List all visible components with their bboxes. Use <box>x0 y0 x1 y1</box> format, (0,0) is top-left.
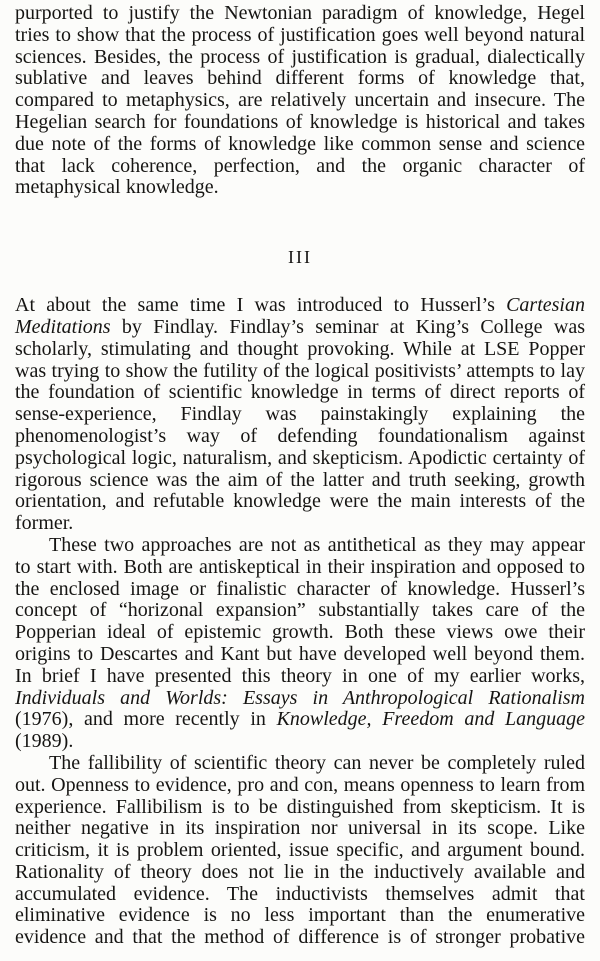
italic-title-run: Individuals and Worlds: Essays in Anthropological Rationalism <box>15 686 585 709</box>
italic-title-run: Cartesian Meditations <box>15 294 585 338</box>
italic-title-run: Knowledge, Freedom and Language <box>276 708 585 731</box>
text-run: At about the same time I was introduced to Husserl’s <box>15 294 507 317</box>
text-run: by Findlay. Findlay’s seminar at King’s College was scholarly, stimulating and thought provoking. While at LSE Popper was trying to show the futility of the logical positivists’ attempts to lay the foundation of scientific knowledge in terms of direct reports of sense-experience, Findlay was painstakingly explaining the phenomenologist’s way of defending foundationalism against psychological logic, naturalism, and skepticism. Apodictic certainty of rigorous science was the aim of the latter and truth seeking, growth orientation, and refutable knowledge were the main interests of the former. <box>15 315 585 535</box>
paragraph-fallibility <box>15 753 585 949</box>
text-run: These two approaches are not as antithetical as they may appear to start with. Both are antiskeptical in their inspiration and opposed to the enclosed image or finalistic character of knowledge. Husserl’s concept of “horizonal expansion” substantially takes care of the Popperian ideal of epistemic growth. Both these views owe their origins to Descartes and Kant but have developed well beyond them. In brief I have presented this theory in one of my earlier works, <box>15 533 585 687</box>
text-run: (1976), and more recently in <box>15 708 277 731</box>
section-heading-roman-numeral: III <box>288 247 312 268</box>
paragraph-hegel-continuation <box>15 3 585 199</box>
paragraph-husserl-findlay <box>15 295 585 535</box>
text-run: The fallibility of scientific theory can never be completely ruled out. Openness to evidence, pro and con, means openness to learn from experience. Fallibilism is to be distinguished from skepticism. It is neither negative in its inspiration nor universal in its scope. Like criticism, it is problem oriented, issue specific, and argument bound. Rationality of theory does not lie in the inductively available and accumulated evidence. The inductivists themselves admit that eliminative evidence is no less important than the enumerative evidence and that the method of difference is of stronger probative <box>15 751 585 949</box>
paragraph-two-approaches <box>15 535 585 753</box>
text-run: (1989). <box>15 730 74 753</box>
text-run: purported to justify the Newtonian paradigm of knowledge, Hegel tries to show that the process of justification goes well beyond natural sciences. Besides, the process of justification is gradual, dialectically sublative and leaves behind different forms of knowledge that, compared to metaphysics, are relatively uncertain and insecure. The Hegelian search for foundations of knowledge is historical and takes due note of the forms of knowledge like common sense and science that lack coherence, perfection, and the organic character of metaphysical knowledge. <box>15 2 585 199</box>
